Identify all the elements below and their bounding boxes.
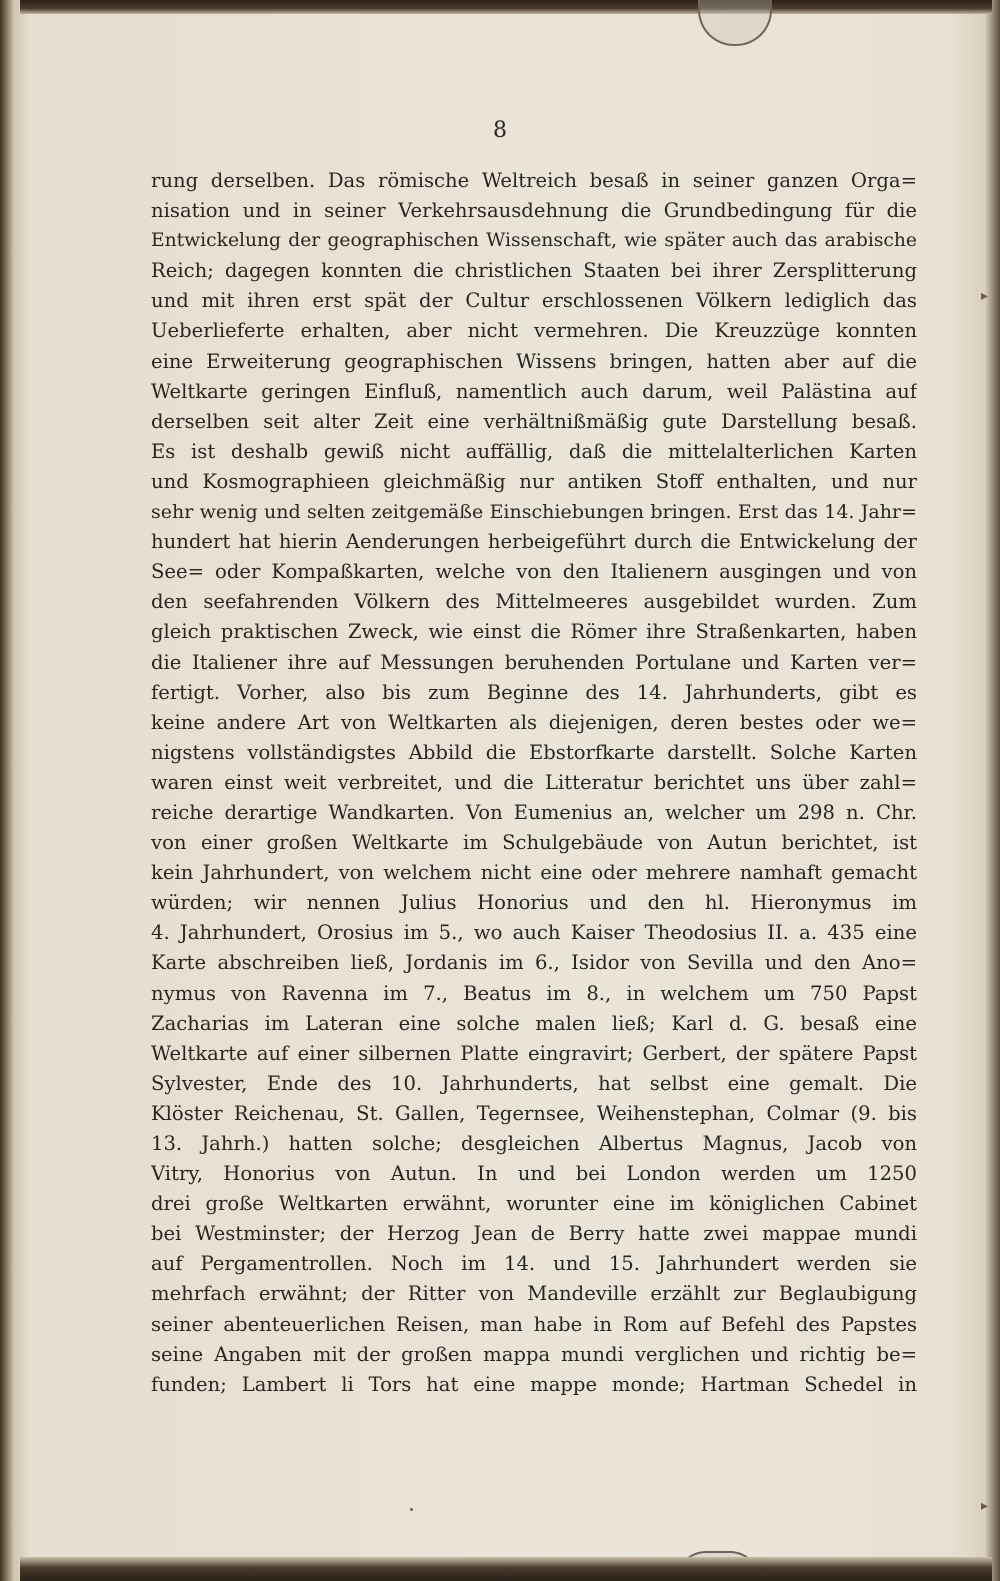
text-line: nigstens vollständigstes Abbild die Ebstorfkarte darstellt. Solche Karten bbox=[151, 740, 917, 764]
text-line: derselben seit alter Zeit eine verhältnißmäßig gute Darstellung besaß. bbox=[151, 409, 917, 433]
text-line: Entwickelung der geographischen Wissenschaft, wie später auch das arabische bbox=[151, 230, 917, 252]
text-line: rung derselben. Das römische Weltreich besaß in seiner ganzen Orga= bbox=[151, 169, 917, 192]
text-line: drei große Weltkarten erwähnt, worunter eine im königlichen Cabinet bbox=[151, 1192, 917, 1216]
text-line: bei Westminster; der Herzog Jean de Berry hatte zwei mappae mundi bbox=[151, 1222, 917, 1246]
page-number: 8 bbox=[493, 118, 507, 143]
text-line: und Kosmographieen gleichmäßig nur antiken Stoff enthalten, und nur bbox=[151, 469, 917, 493]
text-line: Klöster Reichenau, St. Gallen, Tegernsee, Weihenstephan, Colmar (9. bis bbox=[151, 1101, 917, 1125]
text-line: Weltkarte geringen Einfluß, namentlich auch darum, weil Palästina auf bbox=[151, 379, 917, 403]
body-text bbox=[151, 166, 917, 1400]
text-line: Weltkarte auf einer silbernen Platte eingravirt; Gerbert, der spätere Papst bbox=[151, 1041, 917, 1065]
text-line: Es ist deshalb gewiß nicht auffällig, daß die mittelalterlichen Karten bbox=[151, 439, 917, 463]
text-line: reiche derartige Wandkarten. Von Eumenius an, welcher um 298 n. Chr. bbox=[151, 800, 917, 824]
text-line: sehr wenig und selten zeitgemäße Einschiebungen bringen. Erst das 14. Jahr= bbox=[151, 501, 917, 524]
book-edge-bottom bbox=[20, 1557, 992, 1581]
text-line: seiner abenteuerlichen Reisen, man habe in Rom auf Befehl des Papstes bbox=[151, 1312, 917, 1336]
text-line: waren einst weit verbreitet, und die Litteratur berichtet uns über zahl= bbox=[151, 770, 917, 794]
text-line: würden; wir nennen Julius Honorius und den hl. Hieronymus im bbox=[151, 891, 917, 915]
text-line: Karte abschreiben ließ, Jordanis im 6., Isidor von Sevilla und den Ano= bbox=[151, 951, 917, 975]
text-line: die Italiener ihre auf Messungen beruhenden Portulane und Karten ver= bbox=[151, 650, 917, 674]
ink-speck bbox=[410, 1508, 413, 1511]
text-line: seine Angaben mit der großen mappa mundi verglichen und richtig be= bbox=[151, 1342, 917, 1366]
text-line: 4. Jahrhundert, Orosius im 5., wo auch Kaiser Theodosius II. a. 435 eine bbox=[151, 921, 917, 945]
book-edge-top bbox=[20, 0, 992, 14]
text-line: funden; Lambert li Tors hat eine mappe monde; Hartman Schedel in bbox=[151, 1372, 917, 1396]
text-line: den seefahrenden Völkern des Mittelmeeres ausgebildet wurden. Zum bbox=[151, 590, 917, 614]
text-line: mehrfach erwähnt; der Ritter von Mandeville erzählt zur Beglaubigung bbox=[151, 1282, 917, 1306]
text-line: gleich praktischen Zweck, wie einst die Römer ihre Straßenkarten, haben bbox=[151, 620, 917, 644]
text-line: Sylvester, Ende des 10. Jahrhunderts, hat selbst eine gemalt. Die bbox=[151, 1071, 917, 1095]
text-line: nisation und in seiner Verkehrsausdehnung die Grundbedingung für die bbox=[151, 199, 917, 223]
text-line: von einer großen Weltkarte im Schulgebäude von Autun berichtet, ist bbox=[151, 831, 917, 855]
text-line: keine andere Art von Weltkarten als diejenigen, deren bestes oder we= bbox=[151, 710, 917, 734]
margin-mark-icon: ▸ bbox=[981, 288, 989, 304]
text-line: 13. Jahrh.) hatten solche; desgleichen Albertus Magnus, Jacob von bbox=[151, 1132, 917, 1155]
text-line: auf Pergamentrollen. Noch im 14. und 15. Jahrhundert werden sie bbox=[151, 1252, 917, 1276]
text-line: hundert hat hierin Aenderungen herbeigeführt durch die Entwickelung der bbox=[151, 530, 917, 554]
text-line: und mit ihren erst spät der Cultur erschlossenen Völkern lediglich das bbox=[151, 289, 917, 313]
text-line: Ueberlieferte erhalten, aber nicht vermehren. Die Kreuzzüge konnten bbox=[151, 319, 917, 343]
text-line: Reich; dagegen konnten die christlichen Staaten bei ihrer Zersplitterung bbox=[151, 259, 917, 283]
text-line: kein Jahrhundert, von welchem nicht eine oder mehrere namhaft gemacht bbox=[151, 861, 917, 885]
text-line: Vitry, Honorius von Autun. In und bei London werden um 1250 bbox=[151, 1162, 917, 1186]
margin-mark-icon: ▸ bbox=[981, 1498, 989, 1514]
text-line: nymus von Ravenna im 7., Beatus im 8., in welchem um 750 Papst bbox=[151, 981, 917, 1005]
text-line: See= oder Kompaßkarten, welche von den Italienern ausgingen und von bbox=[151, 560, 917, 584]
page-clip-top bbox=[698, 0, 772, 46]
text-line: fertigt. Vorher, also bis zum Beginne des 14. Jahrhunderts, gibt es bbox=[151, 680, 917, 704]
text-line: Zacharias im Lateran eine solche malen ließ; Karl d. G. besaß eine bbox=[151, 1011, 917, 1035]
text-line: eine Erweiterung geographischen Wissens bringen, hatten aber auf die bbox=[151, 349, 917, 373]
